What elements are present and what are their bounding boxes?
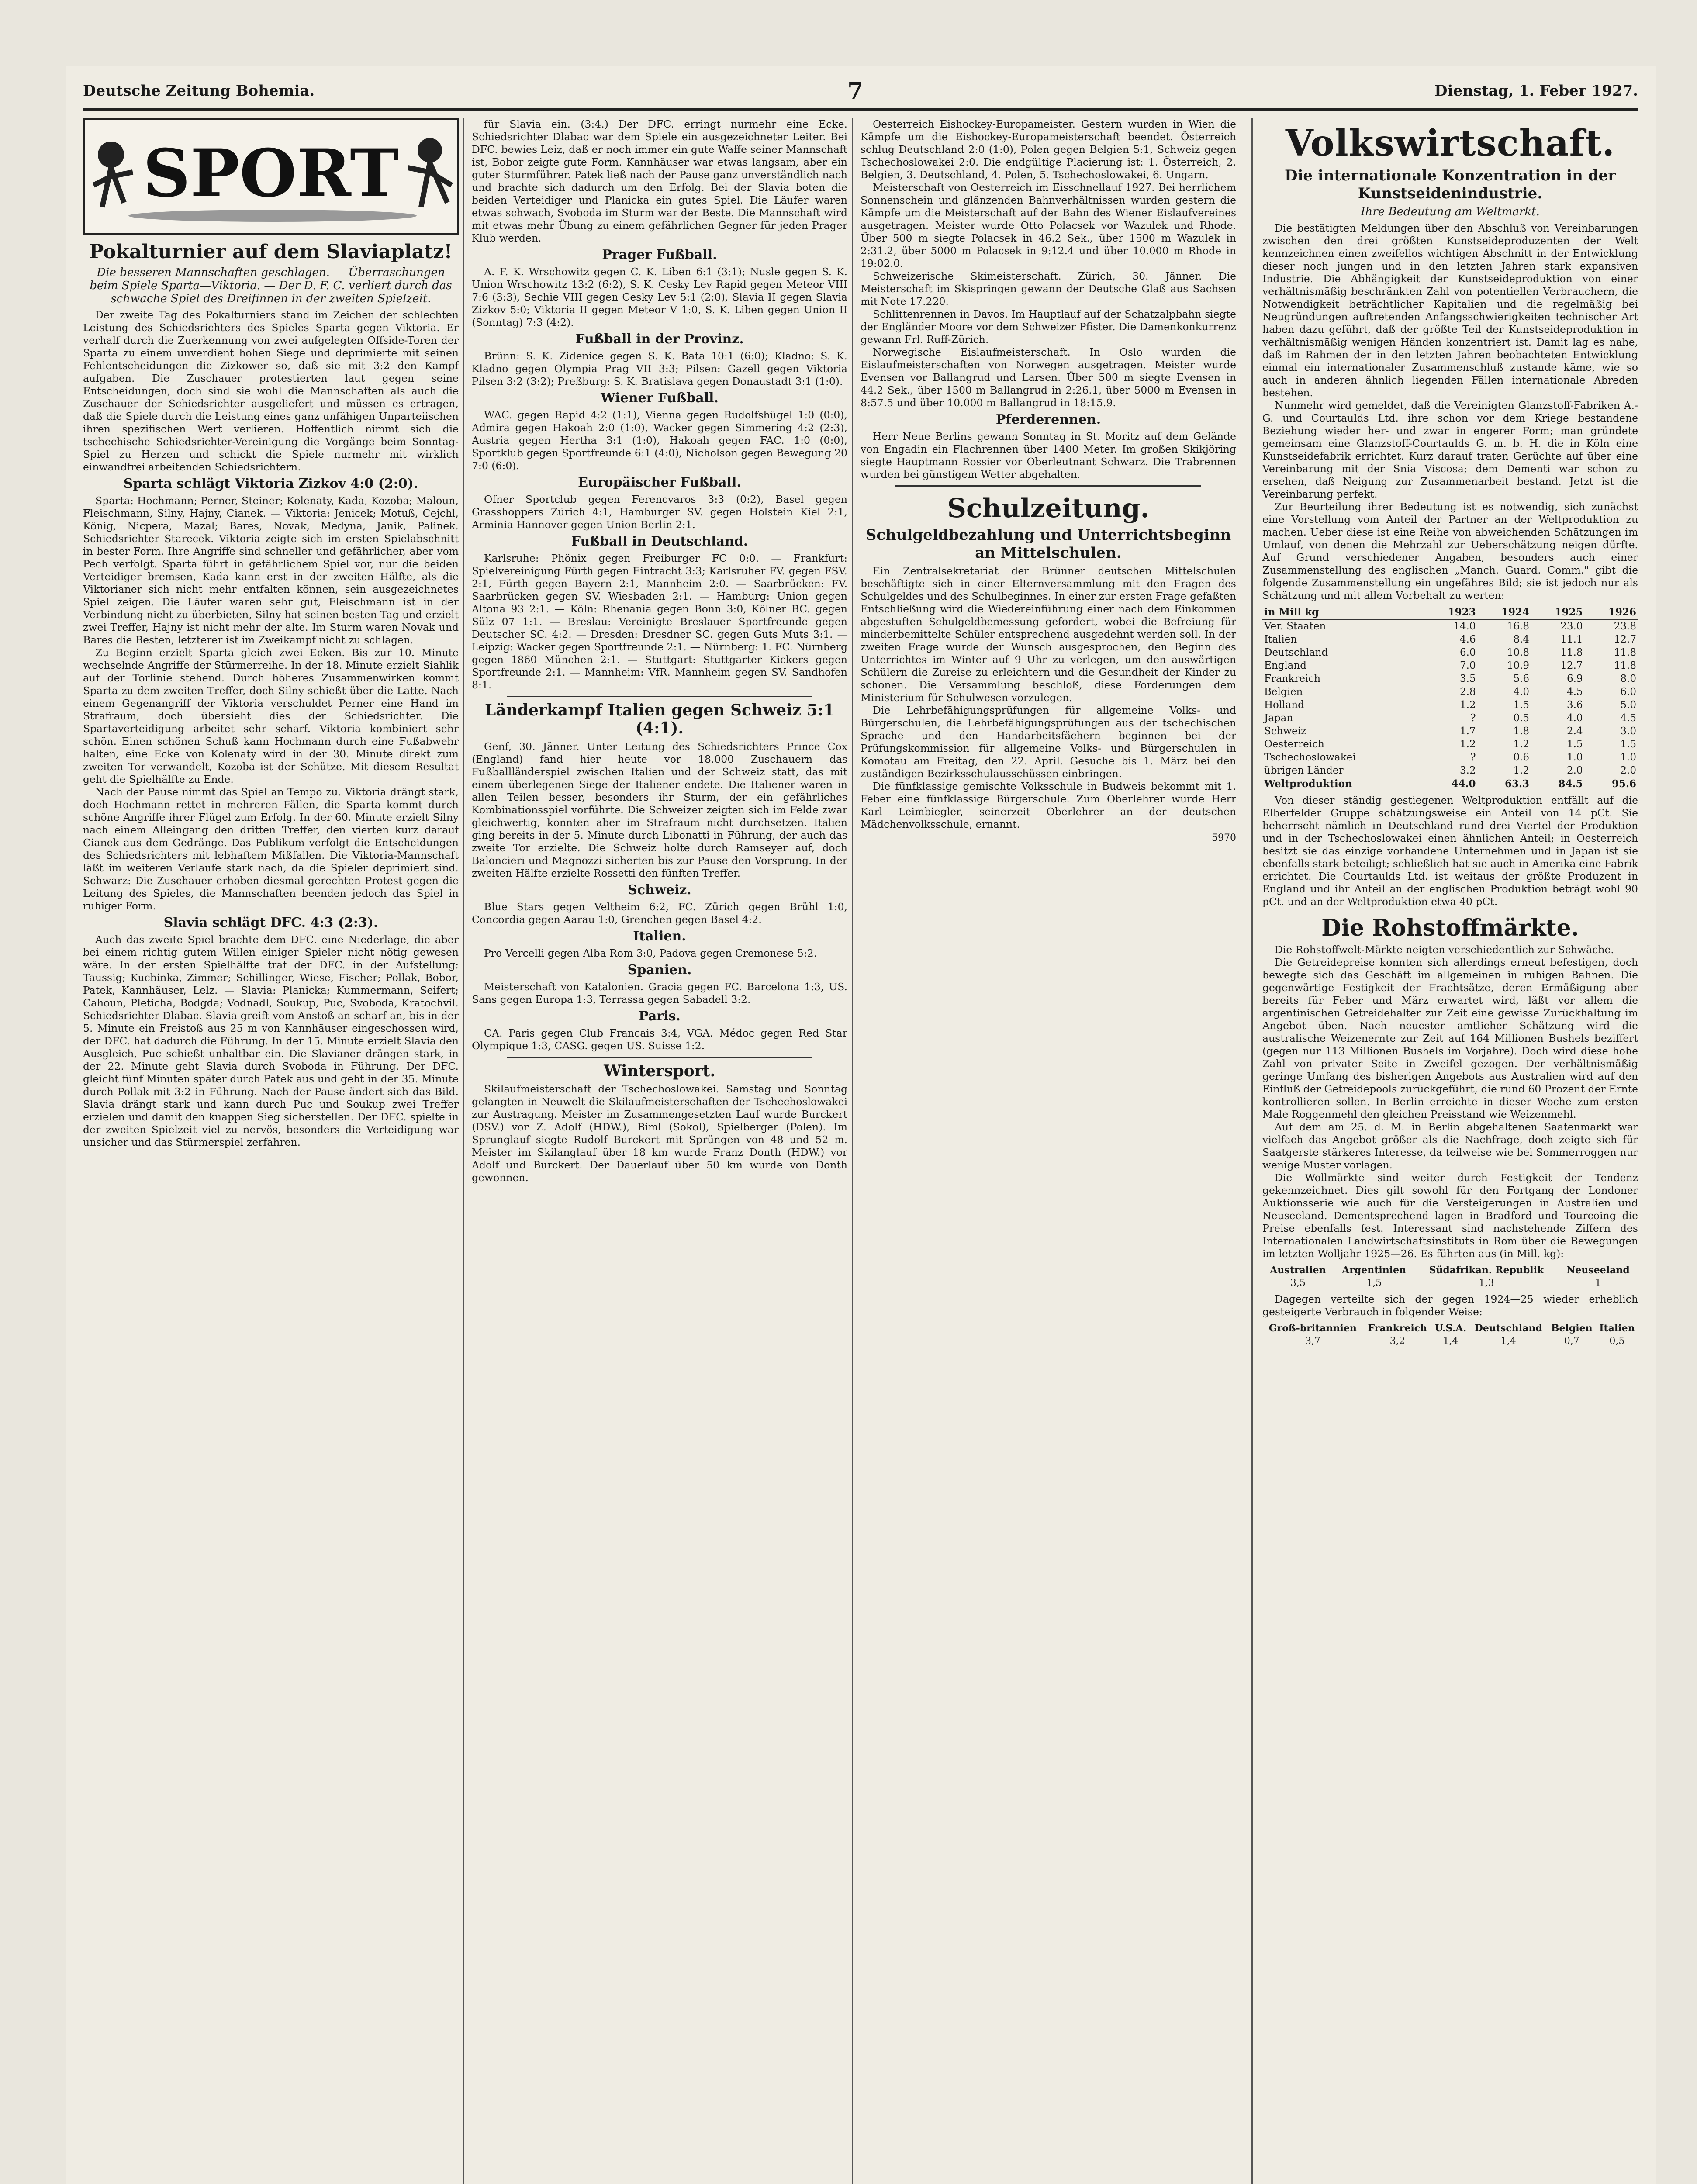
article-subtitle: Ihre Bedeutung am Weltmarkt.	[1361, 205, 1540, 218]
table-row	[1262, 698, 1638, 712]
value-cell: 16.8	[1507, 620, 1530, 632]
table-row	[1262, 619, 1638, 633]
column-divider	[1251, 118, 1253, 2184]
article-paragraph: Karlsruhe: Phönix gegen Freiburger FC 0:0. — Frankfurt: Spielvereinigung Fürth gegen Eintracht 3:3; Karlsruher FV. gegen FSV. 2:1, Fürth gegen Bayern 2:1, Mannheim 2:0. — Saarbrücken: FV. Saarbrücken gegen SV. Wiesbaden 2:1. — Hamburg: Union gegen Altona 93 2:1. — Köln: Rhenania gegen Bonn 3:0, Kölner BC. gegen Sülz 07 1:1. — Breslau: Vereinigte Breslauer Sportfreunde gegen Deutscher SC. 4:2. — Dresden: Dresdner SC. gegen Guts Muts 3:1. — Leipzig: Wacker gegen Sportfreunde 2:1. — Nürnberg: 1. FC. Nürnberg gegen 1860 München 2:1. — Stuttgart: Stuttgarter Kickers gegen Sportfreunde 2:1. — Mannheim: VfR. Mannheim gegen SV. Sandhofen 8:1.	[472, 552, 847, 691]
column-1	[83, 118, 459, 2184]
section-heading: Wiener Fußball.	[601, 390, 719, 406]
value-cell: 1.5	[1620, 738, 1636, 750]
article-paragraph: Die fünfklassige gemischte Volksschule in Budweis bekommt mit 1. Feber eine fünfklassige Bürgerschule. Zum Oberlehrer wurde Herr Karl Leimbiegler, seinerzeit Oberlehrer an der deutschen Mädchenvolksschule, ernannt.	[861, 780, 1236, 830]
value-cell: 7.0	[1460, 660, 1476, 671]
table-cell: 3,2	[1389, 1336, 1405, 1347]
value-cell: 6.0	[1460, 646, 1476, 658]
article-paragraph: Ein Zentralsekretariat der Brünner deutschen Mittelschulen beschäftigte sich in einer Elternversammlung mit den Fragen des Schulgeldes und des Schulbeginnes. In einer zur ersten Frage gefaßten Entschließung wird die Wiedereinführung einer nach dem Einkommen abgestuften Schulgeldbemessung gefordert, wobei die Befreiung für minderbemittelte Schüler entsprechend ausgedehnt werden soll. In der zweiten Frage wurde der Wunsch ausgesprochen, den Beginn des Unterrichtes im Winter auf 9 Uhr zu verlegen, um den auswärtigen Schülern die Zureise zu erleichtern und die Gesundheit der Kinder zu schonen. Die Versammlung beschloß, diese Forderungen dem Ministerium für Schulwesen vorzulegen.	[861, 564, 1236, 704]
section-heading: Sparta schlägt Viktoria Zizkov 4:0 (2:0).	[123, 476, 418, 491]
article-paragraph: Pro Vercelli gegen Alba Rom 3:0, Padova gegen Cremonese 5:2.	[484, 947, 817, 959]
article-paragraph: Nach der Pause nimmt das Spiel an Tempo zu. Viktoria drängt stark, doch Hochmann rettet in mehreren Fällen, die Sparta kommt durch schöne Angriffe ihrer Flügel zum Erfolg. In der 60. Minute erzielt Silny nach einem Alleingang den dritten Treffer, den vierten kurz darauf Cianek aus dem Gedränge. Das Publikum verfolgt die Entscheidungen des Schiedsrichters mit lebhaftem Mißfallen. Die Viktoria-Mannschaft läßt im weiteren Verlaufe stark nach, da die Spieler deprimiert sind. Schwarz: Die Zuschauer erhoben diesmal gerechten Protest gegen die Leitung des Spieles, die Mannschaften beenden jedoch das Spiel in ruhiger Form.	[83, 785, 459, 912]
value-cell: 11.8	[1560, 646, 1583, 658]
issue-date: Dienstag, 1. Feber 1927.	[1434, 82, 1638, 100]
value-cell: 12.7	[1560, 660, 1583, 671]
article-paragraph: Norwegische Eislaufmeisterschaft. In Oslo wurden die Eislaufmeisterschaften von Norwegen ausgetragen. Meister wurde Evensen vor Ballangrud und Larsen. Über 500 m siegte Evensen in 44.2 Sek., über 1500 m Ballangrud in 2:26.1, über 5000 m Evensen in 8:57.5 und über 10.000 m Ballangrud in 18:15.9.	[861, 346, 1236, 409]
article-subtitle: Die besseren Mannschaften geschlagen. — Überraschungen beim Spiele Sparta—Viktoria. — Der D. F. C. verliert durch das schwache Spiel des Dreifinnen in der zweiten Spielzeit.	[90, 266, 452, 305]
country-cell: Belgien	[1264, 686, 1303, 698]
value-cell: 95.6	[1611, 778, 1636, 790]
country-cell: Oesterreich	[1264, 738, 1324, 750]
value-cell: 0.6	[1513, 751, 1530, 763]
section-heading: Prager Fußball.	[602, 247, 717, 263]
table-row	[1262, 777, 1638, 791]
table-unit: in Mill kg	[1262, 605, 1424, 619]
article-paragraph: CA. Paris gegen Club Francais 3:4, VGA. Médoc gegen Red Star Olympique 1:3, CASG. gegen US. Suisse 1:2.	[472, 1026, 847, 1052]
value-cell: 4.5	[1620, 712, 1636, 724]
wool-export-table	[1262, 1264, 1638, 1289]
value-cell: 11.1	[1560, 633, 1583, 645]
table-row	[1262, 659, 1638, 672]
table-row	[1262, 764, 1638, 777]
table-row	[1262, 633, 1638, 646]
divider	[507, 1057, 812, 1058]
article-title: Pokalturnier auf dem Slaviaplatz!	[89, 241, 453, 263]
article-paragraph: Ofner Sportclub gegen Ferencvaros 3:3 (0:2), Basel gegen Grasshoppers Zürich 4:1, Hamburger SV. gegen Holstein Kiel 2:1, Arminia Hannover gegen Union Berlin 2:1.	[472, 493, 847, 531]
article-paragraph: Die Wollmärkte sind weiter durch Festigkeit der Tendenz gekennzeichnet. Dies gilt sowohl für den Fortgang der Londoner Auktionsserie wie auch für die Versteigerungen in Australien und Neuseeland. Dementsprechend lagen in Bradford und Tourcoing die Preise ebenfalls fest. Interessant sind nachstehende Ziffern des Internationalen Landwirtschaftsinstituts in Rom über die Bewegungen im letzten Wolljahr 1925—26. Es führten aus (in Mill. kg):	[1262, 1171, 1638, 1260]
table-header: 1923	[1424, 605, 1477, 619]
value-cell: 1.8	[1513, 725, 1530, 737]
table-cell: 3,5	[1290, 1278, 1306, 1289]
value-cell: 1.2	[1460, 738, 1476, 750]
value-cell: 44.0	[1451, 778, 1476, 790]
country-cell: Weltproduktion	[1264, 778, 1352, 790]
article-title: Die internationale Konzentration in der Kunstseidenindustrie.	[1284, 167, 1616, 202]
divider	[507, 696, 812, 697]
article-paragraph: Sparta: Hochmann; Perner, Steiner; Kolenaty, Kada, Kozoba; Maloun, Fleischmann, Silny, Hajny, Cianek. — Viktoria: Jenicek; Motuß, Cejchl, König, Nicpera, Mazal; Bares, Novak, Medyna, Janik, Palinek. Schiedsrichter Starecek. Viktoria zeigte sich im ersten Spielabschnitt in bester Form. Ihre Angriffe sind schneller und gefährlicher, aber vom Pech verfolgt. Sparta führt in gefährlichem Spiel vor, nur die beiden Verteidiger bremsen, Kada kann erst in der zweiten Hälfte, als die Viktorianer sich nicht mehr entfalten können, sein ausgezeichnetes Spiel zeigen. Die Läufer waren sehr gut, Fleischmann ist in der Verbindung nicht zu überbieten, Silny hat seinen besten Tag und erzielt zwei Treffer, Hajny ist nicht mehr der alte. Im Sturm waren Novak und Bares die Besten, letzterer ist im Zweikampf nicht zu schlagen.	[83, 494, 459, 646]
article-paragraph: Der zweite Tag des Pokalturniers stand im Zeichen der schlechten Leistung des Schiedsrichters des Spieles Sparta gegen Viktoria. Er verhalf durch die Zuerkennung von zwei aufgelegten Offside-Toren der Sparta zu einem unverdient hohen Siege und deprimierte mit seinen Fehlentscheidungen die Zizkower so, daß sie mit 3:2 den Kampf aufgaben. Die Zuschauer protestierten laut gegen seine Entscheidungen, doch sind sie wohl die Mannschaften als auch die Zuschauer der Schiedsrichter ausgeliefert und müssen es ertragen, daß die Spiele durch die Leistung eines ganz unfähigen Unparteiischen ihren spezifischen Wert verlieren. Hoffentlich nimmt sich die tschechische Schiedsrichter-Vereinigung die Vorgänge beim Sonntag-Spiel zu Herzen und schickt die Spiele nurmehr mit wirklich einwandfrei arbeitenden Schiedsrichtern.	[83, 308, 459, 473]
value-cell: 3.6	[1566, 699, 1583, 711]
article-paragraph: Genf, 30. Jänner. Unter Leitung des Schiedsrichters Prince Cox (England) fand hier heute vor 18.000 Zuschauern das Fußballländerspiel zwischen Italien und der Schweiz statt, das mit einem überlegenen Siege der Italiener endete. Die Italiener waren in allen Teilen besser, besonders ihr Sturm, der ein gefährliches Kombinationsspiel vorführte. Die Schweizer zeigten sich im Felde zwar gleichwertig, konnten aber im Strafraum nicht durchsetzen. Italien ging bereits in der 5. Minute durch Libonatti in Führung, der auch das zweite Tor erzielte. Die Schweiz holte durch Ramseyer auf, doch Baloncieri und Magnozzi sicherten bis zur Pause den Vorsprung. In der zweiten Hälfte erzielte Rossetti den fünften Treffer.	[472, 740, 847, 879]
value-cell: 12.7	[1614, 633, 1636, 645]
value-cell: 23.8	[1614, 620, 1636, 632]
table-header: 1926	[1585, 605, 1638, 619]
table-header: Belgien	[1551, 1323, 1593, 1334]
section-heading: Schweiz.	[628, 882, 691, 898]
value-cell: 8.4	[1513, 633, 1530, 645]
country-cell: übrigen Länder	[1264, 764, 1344, 776]
value-cell: 2.8	[1460, 686, 1476, 698]
value-cell: 2.4	[1566, 725, 1583, 737]
column-3	[861, 118, 1236, 2184]
value-cell: ?	[1470, 751, 1476, 763]
value-cell: 1.2	[1513, 764, 1530, 776]
section-heading: Länderkampf Italien gegen Schweiz 5:1 (4:1).	[484, 701, 835, 738]
article-paragraph: Herr Neue Berlins gewann Sonntag in St. Moritz auf dem Gelände von Engadin ein Flachrennen über 1400 Meter. Im großen Skikjöring siegte Hauptmann Rossier vor Oberleutnant Schwarz. Die Trabrennen wurden bei günstigem Wetter abgehalten.	[861, 430, 1236, 480]
table-header: Deutschland	[1474, 1323, 1542, 1334]
value-cell: 3.0	[1620, 725, 1636, 737]
value-cell: 1.7	[1460, 725, 1476, 737]
section-heading: Paris.	[639, 1008, 681, 1024]
value-cell: 8.0	[1620, 673, 1636, 684]
table-cell: 1	[1595, 1278, 1601, 1289]
value-cell: 11.8	[1614, 646, 1636, 658]
sport-results	[472, 118, 847, 1184]
value-cell: 4.5	[1566, 686, 1583, 698]
article-paragraph: Blue Stars gegen Veltheim 6:2, FC. Zürich gegen Brühl 1:0, Concordia gegen Aarau 1:0, Grenchen gegen Basel 4:2.	[472, 900, 847, 926]
table-header: Australien	[1270, 1265, 1326, 1276]
section-heading: Slavia schlägt DFC. 4:3 (2:3).	[163, 915, 378, 930]
value-cell: 10.9	[1507, 660, 1530, 671]
table-header: Südafrikan. Republik	[1429, 1265, 1544, 1276]
country-cell: Japan	[1264, 712, 1293, 724]
value-cell: 1.2	[1513, 738, 1530, 750]
article-paragraph: Meisterschaft von Katalonien. Gracia gegen FC. Barcelona 1:3, US. Sans gegen Europa 1:3, Terrassa gegen Sabadell 3:2.	[472, 980, 847, 1006]
value-cell: 11.8	[1614, 660, 1636, 671]
article-paragraph: Auch das zweite Spiel brachte dem DFC. eine Niederlage, die aber bei einem richtig gutem Willen einiger Spieler nicht nötig gewesen wäre. In der ersten Spielhälfte traf der DFC. in der Aufstellung: Taussig; Kuchinka, Zimmer; Schillinger, Wiese, Fischer; Pollak, Bobor, Patek, Kannhäuser, Lelz. — Slavia: Planicka; Kummermann, Seifert; Cahoun, Pleticha, Bodgda; Vodnadl, Soukup, Puc, Svoboda, Kratochvil. Schiedsrichter Dlabac. Slavia greift vom Anstoß an scharf an, bis in der 5. Minute ein Freistoß aus 25 m von Kannhäuser eingeschossen wird, der DFC. hat dadurch die Führung. In der 15. Minute erzielt Slavia den Ausgleich, Puc schießt unhaltbar ein. Die Slavianer drängen stark, in der 22. Minute geht Slavia durch Svoboda in Führung. Der DFC. gleicht fünf Minuten später durch Patek aus und geht in der 35. Minute durch Pollak mit 3:2 in Führung. Nach der Pause ändert sich das Bild. Slavia drängt stark und kann durch Puc und Soukup zwei Treffer erzielen und damit den knappen Sieg sicherstellen. Der DFC. spielte in der zweiten Spielzeit viel zu nervös, besonders die Verteidigung war unsicher und das Stürmerspiel zerfahren.	[83, 933, 459, 1148]
article-paragraph: Zu Beginn erzielt Sparta gleich zwei Ecken. Bis zur 10. Minute wechselnde Angriffe der Stürmerreihe. In der 18. Minute erzielt Siahlik auf der Torlinie stehend. Durch höheres Zusammenwirken kommt Sparta zu dem zweiten Treffer, doch Silny schießt über die Latte. Nach einem Gegenangriff der Viktoria verschuldet Perner eine Hand im Strafraum, doch übersieht dies der Schiedsrichter. Die Spartaverteidigung arbeitet sehr scharf. Viktoria kombiniert sehr schön. Einen schönen Schuß kann Hochmann durch eine Fußabwehr halten, eine Ecke von Kolenaty wird in der 30. Minute direkt zum zweiten Tor verwandelt, Kozoba ist der Schütze. Mit diesem Resultat geht die Spielhälfte zu Ende.	[83, 646, 459, 785]
table-row	[1262, 738, 1638, 751]
newspaper-name: Deutsche Zeitung Bohemia.	[83, 82, 315, 100]
article-paragraph: Dagegen verteilte sich der gegen 1924—25 wieder erheblich gesteigerte Verbrauch in folgender Weise:	[1262, 1293, 1638, 1318]
value-cell: 1.2	[1460, 699, 1476, 711]
article-paragraph: Nunmehr wird gemeldet, daß die Vereinigten Glanzstoff-Fabriken A.-G. und Courtaulds Ltd. ihre schon vor dem Kriege bestandene Beziehung wieder her- und zwar in engerer Form; man gründete gemeinsam eine Glanzstoff-Courtaulds G. m. b. H. die in Köln eine Kunstseidefabrik errichtet. Kurz darauf traten Gerüchte auf über eine Vereinbarung mit der Snia Viscosa; dem Dementi war schon zu ersehen, daß Neigung zur Zusammenarbeit bestand. Jetzt ist die Vereinbarung perfekt.	[1262, 399, 1638, 500]
value-cell: 3.2	[1460, 764, 1476, 776]
section-title: Volkswirtschaft.	[1285, 122, 1615, 164]
article-paragraph: Die Lehrbefähigungsprüfungen für allgemeine Volks- und Bürgerschulen, die Lehrbefähigungsprüfungen aus der tschechischen Sprache und den Handarbeitsfächern beginnen bei der Prüfungskommission für allgemeine Volks- und Bürgerschulen in Komotau am Freitag, den 22. April. Gesuche bis 1. März bei den zuständigen Bezirksschulausschüssen einbringen.	[861, 704, 1236, 780]
value-cell: 1.5	[1566, 738, 1583, 750]
value-cell: 2.0	[1566, 764, 1583, 776]
table-row	[1262, 646, 1638, 659]
value-cell: 10.8	[1507, 646, 1530, 658]
value-cell: 14.0	[1453, 620, 1476, 632]
section-heading: Europäischer Fußball.	[578, 475, 741, 490]
section-heading: Pferderennen.	[995, 412, 1101, 427]
country-cell: Ver. Staaten	[1264, 620, 1326, 632]
country-cell: England	[1264, 660, 1306, 671]
table-cell: 0,7	[1564, 1336, 1579, 1347]
column-4	[1262, 118, 1638, 2184]
value-cell: 4.0	[1566, 712, 1583, 724]
table-header: Frankreich	[1368, 1323, 1427, 1334]
table-row	[1262, 751, 1638, 764]
article-title: Die Rohstoffmärkte.	[1321, 914, 1579, 941]
table-cell: 1,4	[1500, 1336, 1516, 1347]
column-divider	[852, 118, 853, 2184]
table-header: Argentinien	[1342, 1265, 1407, 1276]
table-header: Italien	[1599, 1323, 1635, 1334]
value-cell: 4.0	[1513, 686, 1530, 698]
table-header-row	[1262, 605, 1638, 619]
value-cell: ?	[1470, 712, 1476, 724]
section-title: Schulzeitung.	[947, 493, 1150, 524]
article-paragraph: Die bestätigten Meldungen über den Abschluß von Vereinbarungen zwischen den drei größten Kunstseideproduzenten der Welt kennzeichnen einen zweifellos wichtigen Abschnitt in der Entwicklung dieser noch jungen und in den letzten Jahren stark expansiven Industrie. Die Abhängigkeit der Kunstseideproduktion von einer verhältnismäßig beschränkten Zahl von potentiellen Verbrauchern, die Notwendigkeit beträchtlicher Kapitalien und die regelmäßig bei Neugründungen auftretenden Anfangsschwierigkeiten technischer Art haben dazu geführt, daß der größte Teil der Kunstseideproduktion in verhältnismäßig wenigen Händen konzentriert ist. Damit lag es nahe, daß im Rahmen der in den letzten Jahren beobachteten Entwicklung einmal ein internationaler Zusammenschluß zustande käme, wie so auch in anderen ähnlich liegenden Fällen internationale Abreden bestehen.	[1262, 221, 1638, 399]
table-cell: 3,7	[1305, 1336, 1320, 1347]
section-heading: Fußball in der Provinz.	[575, 332, 744, 347]
article-paragraph: Oesterreich Eishockey-Europameister. Gestern wurden in Wien die Kämpfe um die Eishockey-Europameisterschaft beendet. Österreich schlug Deutschland 2:0 (1:0), Polen gegen Belgien 5:1, Schweiz gegen Tschechoslowakei 2:0. Die endgültige Placierung ist: 1. Österreich, 2. Belgien, 3. Deutschland, 4. Polen, 5. Tschechoslowakei, 6. Ungarn.	[861, 118, 1236, 181]
article-paragraph: A. F. K. Wrschowitz gegen C. K. Liben 6:1 (3:1); Nusle gegen S. K. Union Wrschowitz 13:2 (6:2), S. K. Cesky Lev Rapid gegen Meteor VIII 7:6 (3:3), Sechie VIII gegen Cesky Lev 5:1 (2:0), Slavia II gegen Slavia Zizkov 5:0; Viktoria II gegen Meteor V 1:0, S. K. Liben gegen Union II (Sonntag) 7:3 (4:2).	[472, 266, 847, 328]
table-header: 1925	[1531, 605, 1584, 619]
table-header: Neuseeland	[1566, 1265, 1630, 1276]
table-cell: 1,3	[1479, 1278, 1494, 1289]
value-cell: 1.0	[1620, 751, 1636, 763]
sport-banner	[83, 118, 459, 235]
sport-banner-illustration	[85, 120, 457, 230]
value-cell: 1.5	[1513, 699, 1530, 711]
article-paragraph: Schlittenrennen in Davos. Im Hauptlauf auf der Schatzalpbahn siegte der Engländer Moore vor dem Schweizer Pfister. Die Damenkonkurrenz gewann Frl. Ruff-Zürich.	[861, 308, 1236, 346]
country-cell: Frankreich	[1264, 673, 1321, 684]
article-paragraph: Die Getreidepreise konnten sich allerdings erneut befestigen, doch bewegte sich das Geschäft im allgemeinen in ruhigen Bahnen. Die gegenwärtige Festigkeit der Frachtsätze, deren Ermäßigung aber bereits für Feber und März erwartet wird, läßt vor allem die argentinischen Getreidehalter zur Zeit eine gewisse Zurückhaltung im Angebot üben. Nach neuester amtlicher Schätzung wird die australische Weizenernte zur Zeit auf 164 Millionen Bushels beziffert (gegen nur 113 Millionen Bushels im Vorjahre). Doch wird diese hohe Zahl von privater Seite in Zweifel gezogen. Der verhältnismäßig geringe Umfang des bisherigen Angebots aus Australien wird auf den Einfluß der Getreidepools zurückgeführt, die rund 60 Prozent der Ernte kontrollieren sollen. In Berlin erreichte in dieser Woche zum ersten Male Roggenmehl den gleichen Preisstand wie Weizenmehl.	[1262, 956, 1638, 1121]
page-number: 7	[847, 78, 864, 104]
sport-logo-text: SPORT	[143, 135, 399, 212]
value-cell: 5.0	[1620, 699, 1636, 711]
value-cell: 1.0	[1566, 751, 1583, 763]
table-header: 1924	[1478, 605, 1531, 619]
table-row	[1262, 685, 1638, 698]
table-header: Groß-britannien	[1268, 1323, 1357, 1334]
column-2	[472, 118, 847, 2184]
value-cell: 0.5	[1513, 712, 1530, 724]
value-cell: 4.6	[1460, 633, 1476, 645]
page-header	[83, 78, 1638, 111]
table-row	[1262, 725, 1638, 738]
production-table	[1262, 605, 1638, 791]
table-cell: 0,5	[1609, 1336, 1625, 1347]
article-paragraph: für Slavia ein. (3:4.) Der DFC. erringt nurmehr eine Ecke. Schiedsrichter Dlabac war dem Spiele ein ausgezeichneter Leiter. Bei DFC. bewies Leiz, daß er noch immer ein gute Waffe seiner Mannschaft ist, Bobor zeigte gute Form. Kannhäuser war etwas langsam, aber ein guter Sturmführer. Patek ließ nach der Pause ganz unverständlich nach und brachte sich dadurch um den Erfolg. Bei der Slavia boten die beiden Verteidiger und Planicka ein gutes Spiel. Die Läufer waren etwas schwach, Svoboda im Sturm war der Beste. Die Mannschaft wird mit etwas mehr Übung zu einem gefährlichen Gegner für jeden Prager Klub werden.	[472, 118, 847, 244]
article-paragraph: Von dieser ständig gestiegenen Weltproduktion entfällt auf die Elberfelder Gruppe schätzungsweise ein Anteil von 14 pCt. Sie beherrscht nämlich in Deutschland rund drei Viertel der Produktion und in der Tschechoslowakei einen ähnlichen Anteil; in Oesterreich besitzt sie das einzige vorhandene Unternehmen und in Japan ist sie ebenfalls stark beteiligt; schließlich hat sie auch in Amerika eine Fabrik errichtet. Die Courtaulds Ltd. ist weitaus der größte Produzent in England und ihr Anteil an der englischen Produktion beträgt wohl 90 pCt. und an der Weltproduktion etwa 40 pCt.	[1262, 794, 1638, 908]
section-heading: Wintersport.	[604, 1061, 715, 1080]
table-cell: 1,4	[1443, 1336, 1459, 1347]
country-cell: Holland	[1264, 699, 1304, 711]
section-heading: Spanien.	[627, 962, 692, 978]
value-cell: 2.0	[1620, 764, 1636, 776]
article-paragraph: Auf dem am 25. d. M. in Berlin abgehaltenen Saatenmarkt war vielfach das Angebot größer als die Nachfrage, doch zeigte sich für Saatgerste stärkeres Interesse, da teilweise wie bei Sommerroggen nur wenige Muster vorlagen.	[1262, 1121, 1638, 1171]
country-cell: Deutschland	[1264, 646, 1328, 658]
value-cell: 23.0	[1560, 620, 1583, 632]
article-paragraph: Schweizerische Skimeisterschaft. Zürich, 30. Jänner. Die Meisterschaft im Skispringen gewann der Deutsche Glaß aus Sachsen mit Note 17.220.	[861, 270, 1236, 308]
country-cell: Italien	[1264, 633, 1297, 645]
school-article	[861, 494, 1236, 843]
table-row	[1262, 672, 1638, 685]
article-paragraph: Die Rohstoffwelt-Märkte neigten verschiedentlich zur Schwäche.	[1275, 943, 1614, 956]
value-cell: 5.6	[1513, 673, 1530, 684]
value-cell: 63.3	[1505, 778, 1530, 790]
article-paragraph: Meisterschaft von Oesterreich im Eisschnellauf 1927. Bei herrlichem Sonnenschein und glänzenden Bahnverhältnissen wurden gestern die Kämpfe um die Meisterschaft auf der Bahn des Wiener Eislaufvereines ausgetragen. Meister wurde Otto Polacsek vor Wazulek und Rhode. Über 500 m siegte Polacsek in 46.2 Sek., über 1500 m Wazulek in 2:31.2, über 5000 m Polacsek in 9:12.4 und über 10.000 m Rhode in 19:02.0.	[861, 181, 1236, 270]
value-cell: 6.9	[1566, 673, 1583, 684]
article-paragraph: Skilaufmeisterschaft der Tschechoslowakei. Samstag und Sonntag gelangten in Neuwelt die Skilaufmeisterschaften der Tschechoslowakei zur Austragung. Meister im Zusammengesetzten Lauf wurde Burckert (DSV.) vor Z. Adolf (HDW.), Biml (Sokol), Spielberger (Polen). Im Sprunglauf siegte Rudolf Burckert mit Sprüngen von 48 und 52 m. Meister im Skilanglauf über 18 km wurde Franz Donth (HDW.) vor Adolf und Burckert. Der Dauerlauf über 50 km wurde von Donth gewonnen.	[472, 1083, 847, 1184]
country-cell: Schweiz	[1264, 725, 1306, 737]
country-cell: Tschechoslowakei	[1264, 751, 1356, 763]
pokal-article	[83, 241, 459, 1149]
wool-import-table	[1262, 1322, 1638, 1348]
article-paragraph: WAC. gegen Rapid 4:2 (1:1), Vienna gegen Rudolfshügel 1:0 (0:0), Admira gegen Hakoah 2:0 (1:0), Wacker gegen Simmering 4:2 (2:3), Austria gegen Hertha 3:1 (1:0), Hakoah gegen FAC. 1:0 (0:0), Sportklub gegen Sportfreunde 6:1 (4:0), Nicholson gegen Bewegung 20 7:0 (6:0).	[472, 409, 847, 472]
economy-article	[1262, 167, 1638, 908]
article-paragraph: Zur Beurteilung ihrer Bedeutung ist es notwendig, sich zunächst eine Vorstellung vom Anteil der Partner an der Weltproduktion zu machen. Ueber diese ist eine Reihe von abweichenden Schätzungen im Umlauf, von denen die Mehrzahl zur Ueberschätzung neigen dürfte. Auf Grund verschiedener Angaben, besonders auch einer Zusammenstellung des englischen „Manch. Guard. Comm." gibt die folgende Zusammenstellung ein ungefähres Bild; sie ist jedoch nur als Schätzung und mit allem Vorbehalt zu werten:	[1262, 500, 1638, 601]
table-header: U.S.A.	[1434, 1323, 1466, 1334]
divider	[895, 485, 1201, 487]
article-paragraph: Brünn: S. K. Zidenice gegen S. K. Bata 10:1 (6:0); Kladno: S. K. Kladno gegen Olympia Prag VII 3:3; Pilsen: Gazell gegen Viktoria Pilsen 3:2 (3:2); Preßburg: S. K. Bratislava gegen Donaustadt 3:1 (1:0).	[472, 350, 847, 387]
column-divider	[463, 118, 464, 2184]
table-cell: 1,5	[1366, 1278, 1382, 1289]
reference-number: 5970	[1212, 832, 1236, 843]
value-cell: 84.5	[1558, 778, 1583, 790]
raw-materials-article	[1262, 915, 1638, 1348]
table-row	[1262, 712, 1638, 725]
winter-results	[861, 118, 1236, 487]
article-title: Schulgeldbezahlung und Unterrichtsbeginn an Mittelschulen.	[865, 526, 1231, 562]
newspaper-page	[66, 66, 1656, 2184]
value-cell: 6.0	[1620, 686, 1636, 698]
section-heading: Italien.	[633, 928, 686, 944]
section-heading: Fußball in Deutschland.	[571, 534, 748, 549]
value-cell: 3.5	[1460, 673, 1476, 684]
